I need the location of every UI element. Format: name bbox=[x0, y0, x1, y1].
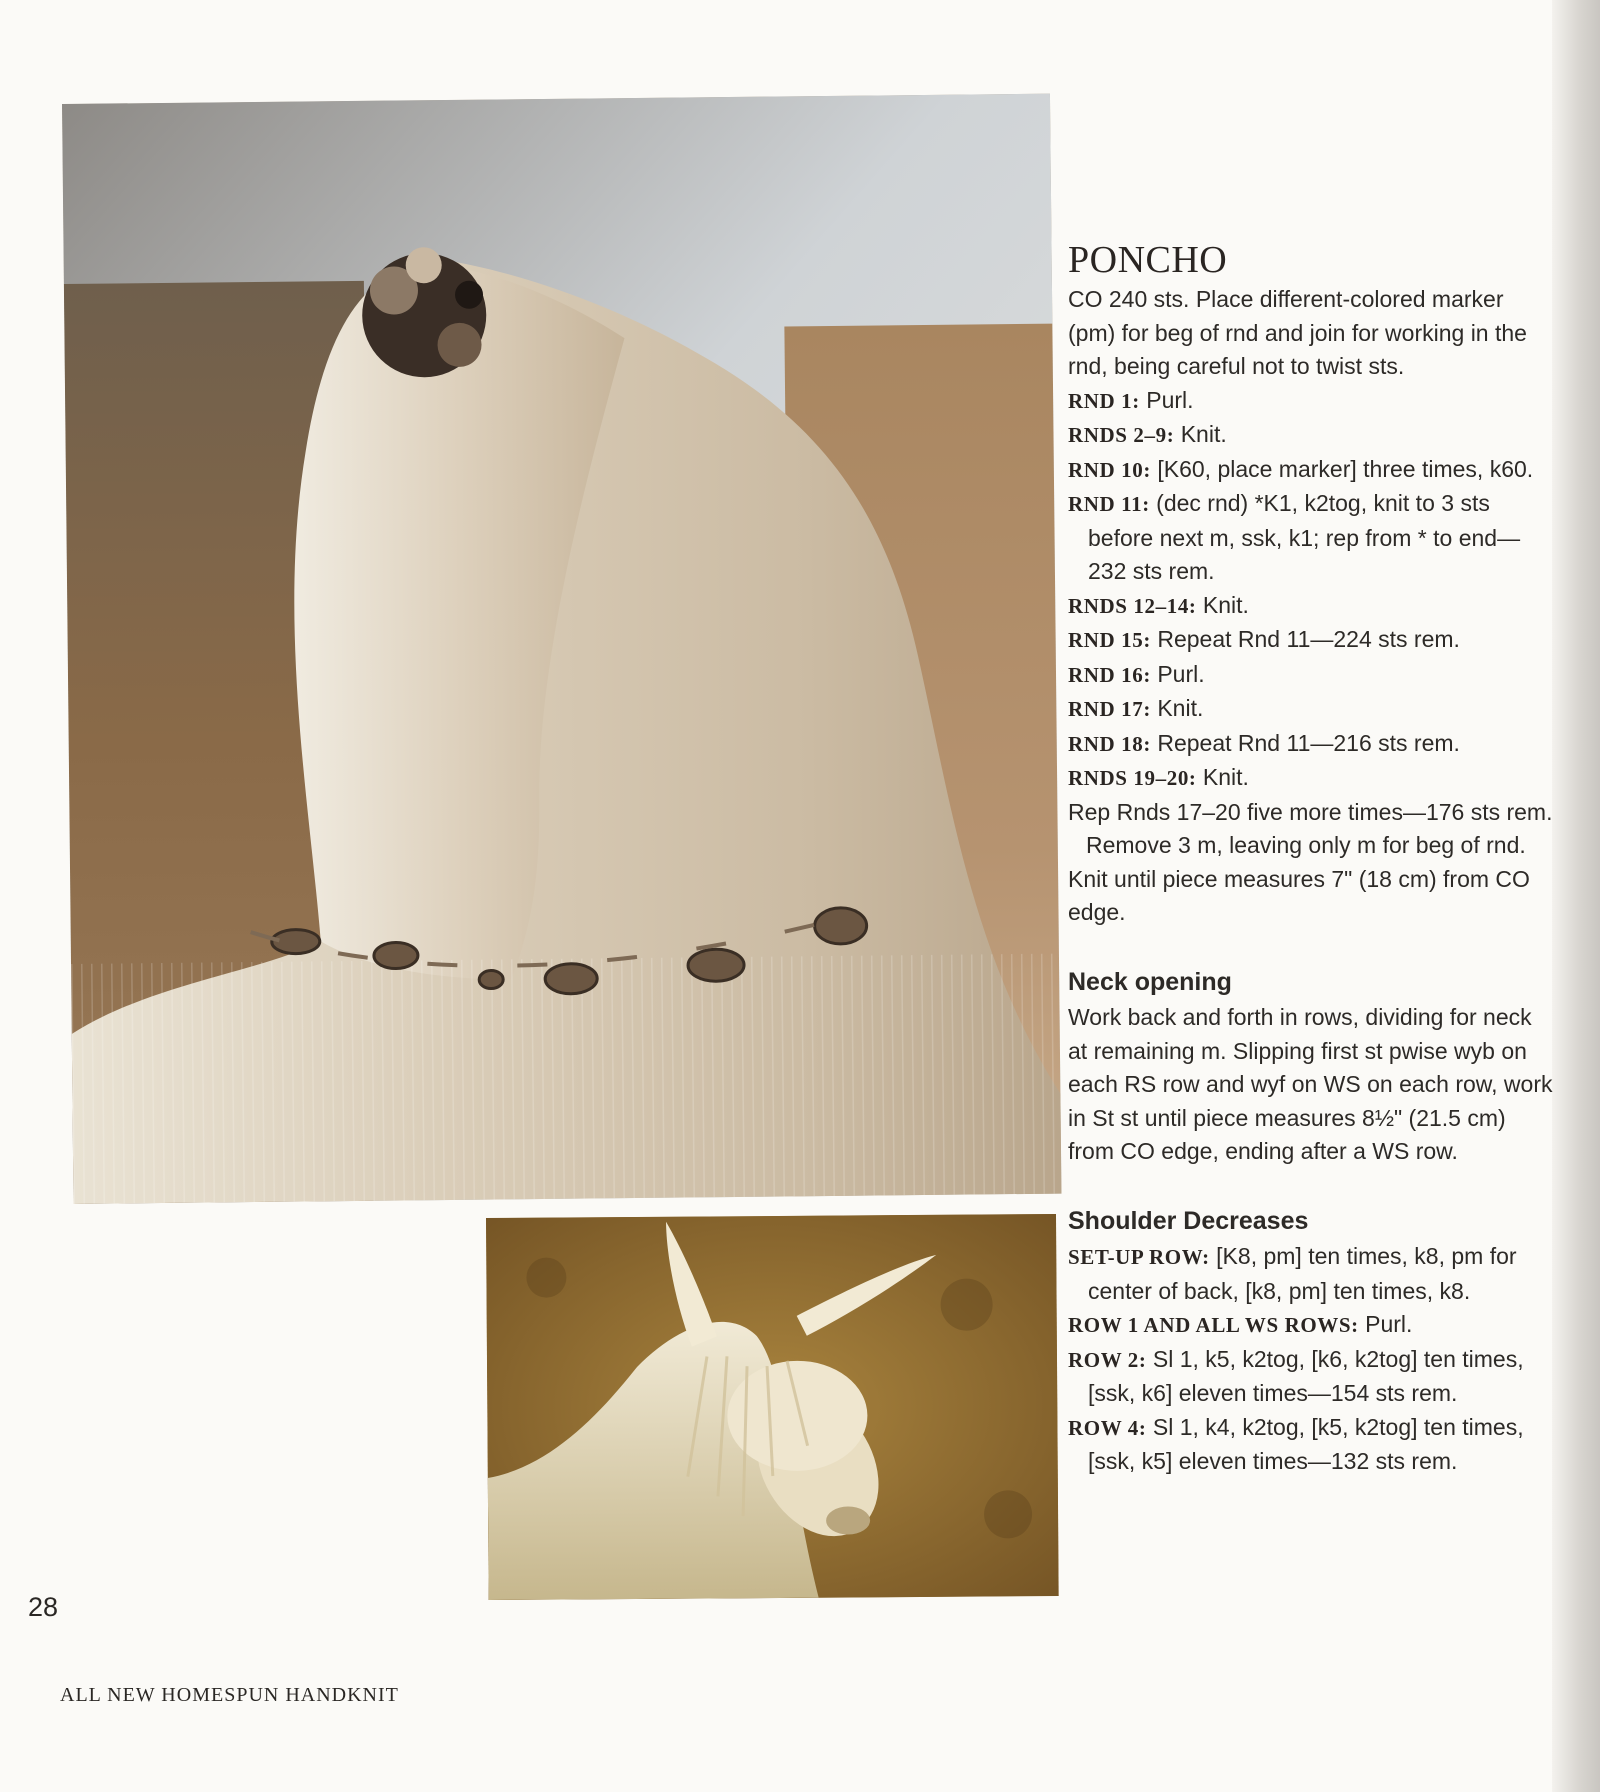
round-step bbox=[1068, 692, 1556, 727]
step-text: Purl. bbox=[1139, 386, 1194, 413]
poncho-photo bbox=[62, 94, 1061, 1204]
step-text: Sl 1, k5, k2tog, [k6, k2tog] ten times, [ssk, k6] eleven times—154 sts rem. bbox=[1088, 1345, 1524, 1406]
step-label: RNDS 2–9: bbox=[1068, 423, 1175, 447]
page-number: 28 bbox=[28, 1592, 59, 1622]
step-text: Repeat Rnd 11—216 sts rem. bbox=[1150, 729, 1460, 756]
remove-markers-paragraph: Remove 3 m, leaving only m for beg of rnd. Knit until piece measures 7" (18 cm) from CO edge. bbox=[1068, 832, 1530, 925]
llama-photo bbox=[486, 1214, 1059, 1600]
step-label: RND 15: bbox=[1068, 628, 1151, 652]
neck-opening-text: Work back and forth in rows, dividing for neck at remaining m. Slipping first st pwise wyb on each RS row and wyf on WS on each row, work in St st until piece measures 8½" (21.5 cm) from CO edge, ending after a WS row. bbox=[1068, 1004, 1553, 1164]
step-label: SET-UP ROW: bbox=[1068, 1245, 1210, 1269]
step-text: (dec rnd) *K1, k2tog, knit to 3 sts before next m, ssk, k1; rep from * to end—232 sts rem. bbox=[1088, 490, 1521, 584]
step-label: RNDS 19–20: bbox=[1068, 766, 1197, 790]
step-label: RND 18: bbox=[1068, 731, 1151, 756]
step-label: RND 17: bbox=[1068, 697, 1151, 721]
step-text: Purl. bbox=[1358, 1311, 1413, 1337]
neck-opening-heading: Neck opening bbox=[1068, 967, 1232, 996]
round-step bbox=[1068, 761, 1556, 796]
shoulder-decreases-heading: Shoulder Decreases bbox=[1068, 1206, 1309, 1235]
step-label: RND 1: bbox=[1068, 388, 1140, 413]
pattern-instructions bbox=[1068, 240, 1556, 1479]
round-step bbox=[1068, 418, 1556, 453]
section-title: PONCHO bbox=[1068, 239, 1228, 281]
step-text: Sl 1, k4, k2tog, [k5, k2tog] ten times, [ssk, k5] eleven times—132 sts rem. bbox=[1088, 1413, 1524, 1474]
step-label: ROW 4: bbox=[1068, 1415, 1147, 1440]
round-step bbox=[1068, 487, 1556, 589]
step-label: ROW 2: bbox=[1068, 1347, 1147, 1372]
step-text: Knit. bbox=[1196, 591, 1249, 618]
step-label: RND 10: bbox=[1068, 457, 1151, 482]
step-text: Repeat Rnd 11—224 sts rem. bbox=[1150, 626, 1460, 652]
step-label: RND 11: bbox=[1068, 492, 1150, 516]
step-text: Purl. bbox=[1150, 660, 1205, 687]
step-text: Knit. bbox=[1150, 695, 1204, 721]
step-text: [K8, pm] ten times, k8, pm for center of back, [k8, pm] ten times, k8. bbox=[1088, 1243, 1517, 1304]
step-text: Knit. bbox=[1196, 764, 1249, 790]
round-step bbox=[1068, 589, 1556, 624]
row-step bbox=[1068, 1240, 1556, 1308]
intro-paragraph: CO 240 sts. Place different-colored marker (pm) for beg of rnd and join for working in the rnd, being careful not to twist sts. bbox=[1068, 286, 1527, 379]
round-step bbox=[1068, 453, 1556, 488]
step-label: RNDS 12–14: bbox=[1068, 593, 1197, 618]
book-gutter-shadow bbox=[1552, 0, 1600, 1792]
step-label: RND 16: bbox=[1068, 662, 1151, 687]
step-text: [K60, place marker] three times, k60. bbox=[1150, 455, 1534, 482]
repeat-paragraph: Rep Rnds 17–20 five more times—176 sts rem. bbox=[1068, 798, 1553, 825]
round-step bbox=[1068, 623, 1556, 658]
round-step bbox=[1068, 658, 1556, 693]
row-step bbox=[1068, 1411, 1556, 1479]
step-text: Knit. bbox=[1174, 421, 1227, 447]
running-title: ALL NEW HOMESPUN HANDKNIT bbox=[60, 1684, 399, 1706]
step-label: ROW 1 AND ALL WS ROWS: bbox=[1068, 1313, 1359, 1337]
round-step bbox=[1068, 727, 1556, 762]
row-step bbox=[1068, 1308, 1556, 1343]
round-step bbox=[1068, 384, 1556, 419]
row-step bbox=[1068, 1343, 1556, 1411]
